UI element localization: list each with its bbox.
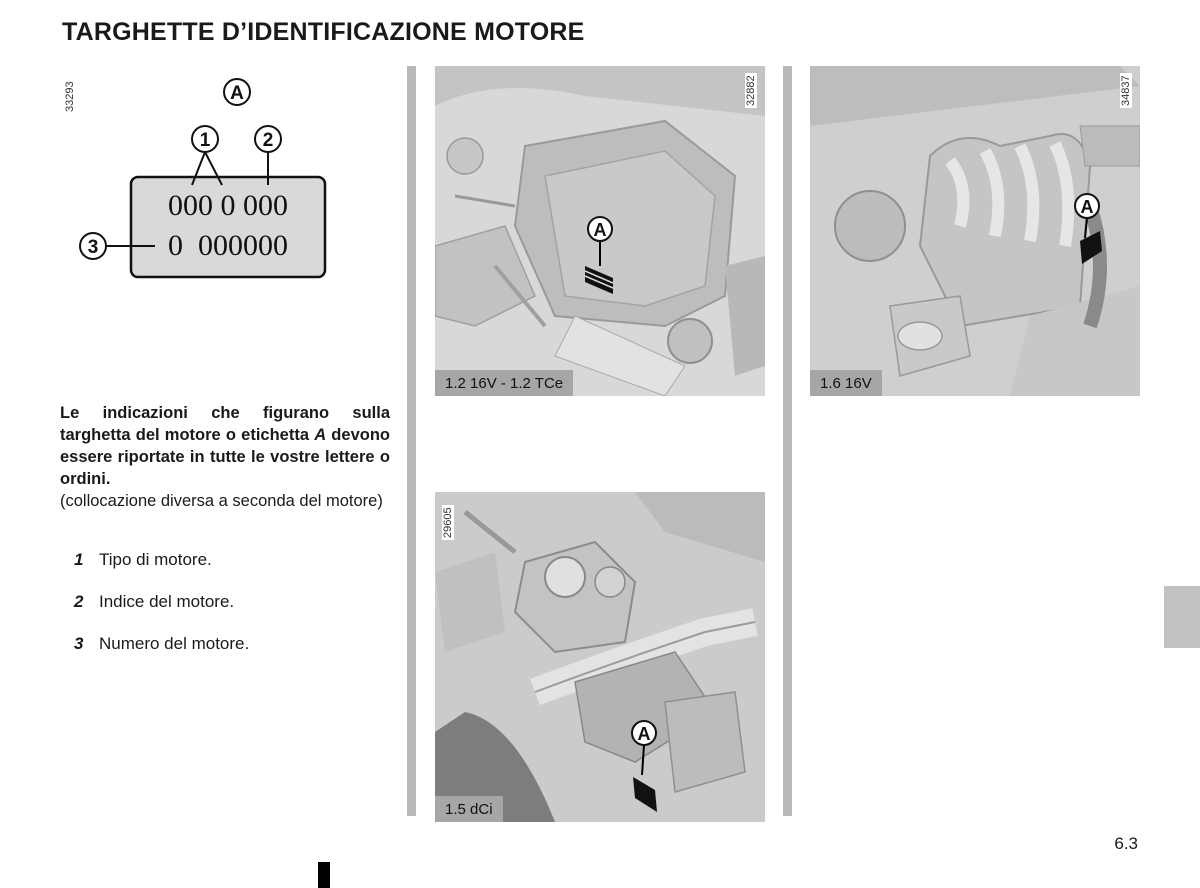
instructions-paragraph — [60, 402, 390, 512]
instructions-bold-1: Le indicazioni che figurano sulla targhetta del motore o etichetta — [60, 404, 390, 444]
list-item — [74, 550, 212, 570]
engine-photo-1-5 — [435, 492, 765, 822]
instructions-note: (collocazione diversa a seconda del motore) — [60, 492, 383, 510]
list-item-number: 3 — [74, 634, 84, 653]
instructions-bold-2: devono essere riportate in tutte le vostre lettere o ordini. — [60, 426, 390, 488]
plate-line-2: 0 000000 — [168, 229, 288, 262]
column-divider-right — [783, 66, 792, 816]
callout-3: 3 — [87, 237, 99, 258]
callout-1: 1 — [199, 130, 211, 151]
plate-line-1: 000 0 000 — [168, 189, 288, 222]
page-title: TARGHETTE D’IDENTIFICAZIONE MOTORE — [62, 18, 585, 46]
list-item — [74, 592, 234, 612]
list-item-number: 2 — [74, 592, 84, 611]
list-item-text: Numero del motore. — [99, 634, 250, 653]
engine-plate-diagram — [70, 72, 370, 292]
list-item — [74, 634, 249, 654]
page-number: 6.3 — [1114, 834, 1138, 853]
chapter-side-tab — [1164, 586, 1200, 648]
engine-photo-1-2 — [435, 66, 765, 396]
list-item-text: Tipo di motore. — [99, 550, 212, 569]
list-item-number: 1 — [74, 550, 84, 569]
photo-caption: 1.5 dCi — [435, 796, 503, 822]
photo-marker-a: A — [1080, 197, 1094, 217]
instructions-label-a: A — [314, 426, 327, 444]
engine-photo-1-6 — [810, 66, 1140, 396]
figure-code-photo-2: 34837 — [1120, 75, 1132, 106]
callout-2: 2 — [262, 130, 274, 151]
column-divider-left — [407, 66, 416, 816]
photo-marker-a: A — [637, 724, 651, 744]
figure-code-plate: 33293 — [64, 81, 76, 112]
bottom-registration-mark — [318, 862, 330, 888]
figure-code-photo-1: 32882 — [745, 75, 757, 106]
list-item-text: Indice del motore. — [99, 592, 235, 611]
figure-code-photo-3: 29605 — [442, 507, 454, 538]
photo-caption: 1.2 16V - 1.2 TCe — [435, 370, 573, 396]
plate-label-a: A — [230, 83, 244, 104]
photo-caption: 1.6 16V — [810, 370, 882, 396]
photo-marker-a: A — [593, 220, 607, 240]
